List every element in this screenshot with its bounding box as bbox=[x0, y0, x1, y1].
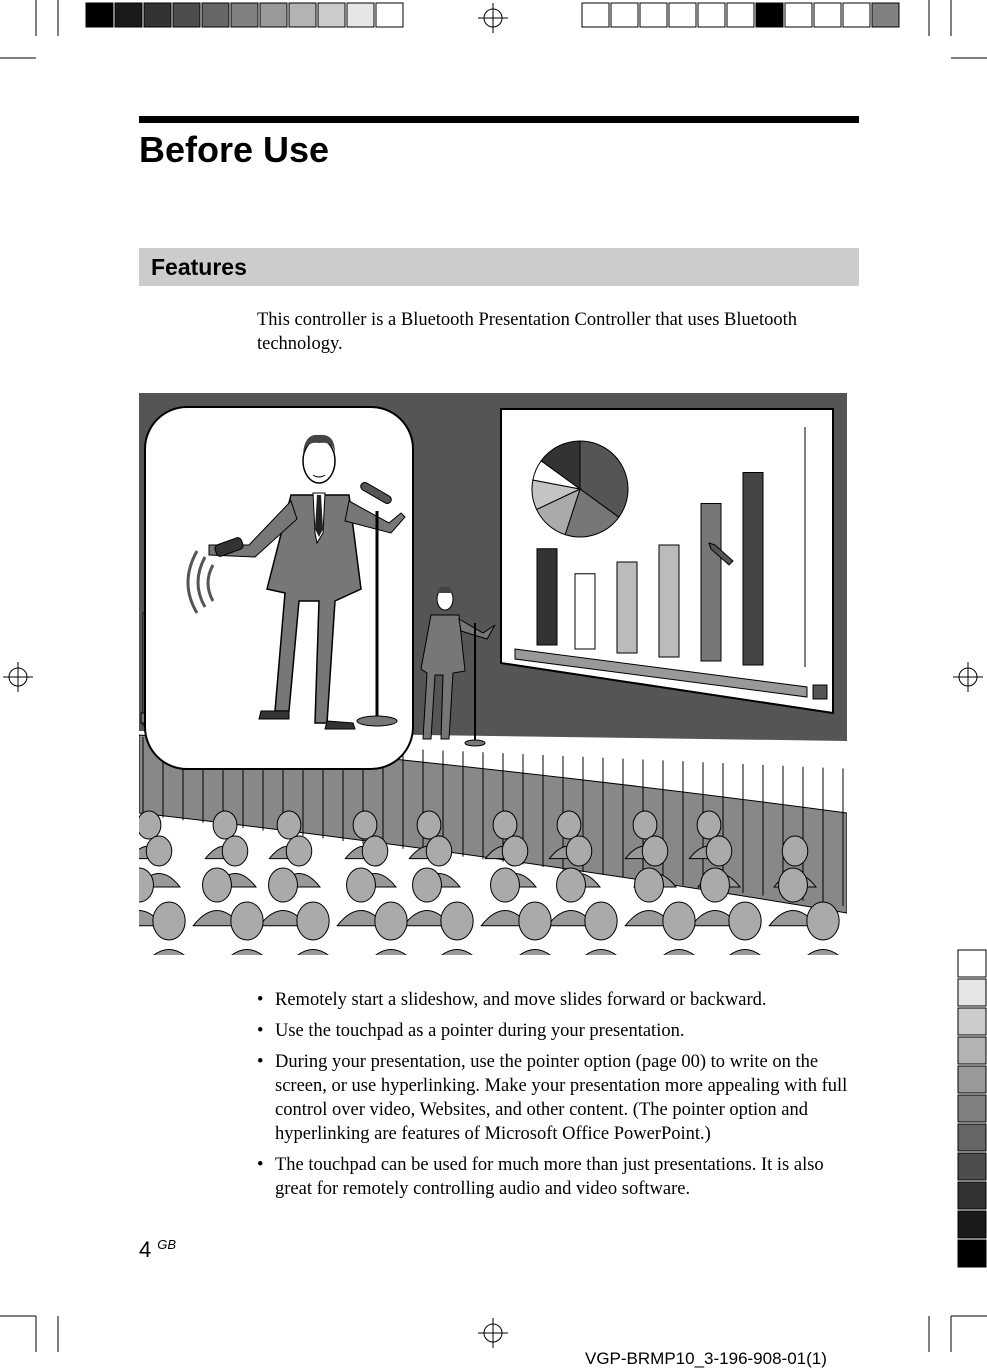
audience-head bbox=[635, 868, 664, 902]
gray-step-strip-top-left bbox=[86, 3, 403, 27]
audience-head bbox=[222, 836, 248, 866]
audience-head bbox=[633, 811, 657, 839]
gray-step-swatch bbox=[202, 3, 229, 27]
list-item: • The touchpad can be used for much more than just presentations. It is also great for remotely controlling audio and video software. bbox=[257, 1155, 824, 1199]
registration-swatch bbox=[843, 3, 870, 27]
audience-head bbox=[269, 868, 298, 902]
audience-head bbox=[706, 836, 732, 866]
registration-swatch bbox=[814, 3, 841, 27]
audience-head bbox=[807, 902, 839, 940]
audience-head bbox=[146, 836, 172, 866]
gray-step-swatch bbox=[958, 1153, 986, 1180]
audience-head bbox=[502, 836, 528, 866]
list-item: • Use the touchpad as a pointer during your presentation. bbox=[257, 1021, 685, 1041]
audience-head bbox=[557, 868, 586, 902]
gray-step-swatch bbox=[958, 1240, 986, 1267]
slide-bar bbox=[743, 473, 763, 666]
gray-step-swatch bbox=[115, 3, 142, 27]
gray-step-swatch bbox=[958, 1037, 986, 1064]
audience-head bbox=[557, 811, 581, 839]
registration-swatch bbox=[669, 3, 696, 27]
audience-head bbox=[782, 836, 808, 866]
gray-step-swatch bbox=[260, 3, 287, 27]
registration-target-right bbox=[953, 662, 983, 692]
gray-step-swatch bbox=[958, 950, 986, 977]
audience-head bbox=[413, 868, 442, 902]
section-header-bar bbox=[139, 248, 859, 286]
audience-head bbox=[779, 868, 808, 902]
gray-step-swatch bbox=[958, 1182, 986, 1209]
slide-bar bbox=[575, 574, 595, 649]
audience-head bbox=[213, 811, 237, 839]
audience-head bbox=[139, 811, 161, 839]
audience-head bbox=[297, 902, 329, 940]
gray-step-swatch bbox=[173, 3, 200, 27]
document-code: VGP-BRMP10_3-196-908-01(1) bbox=[585, 1349, 827, 1368]
slide-bar bbox=[617, 562, 637, 653]
audience-head bbox=[353, 811, 377, 839]
gray-step-swatch bbox=[289, 3, 316, 27]
gray-step-swatch bbox=[318, 3, 345, 27]
gray-step-swatch bbox=[958, 1211, 986, 1238]
projection-screen bbox=[501, 409, 833, 713]
registration-swatch bbox=[698, 3, 725, 27]
registration-swatch bbox=[727, 3, 754, 27]
audience-head bbox=[663, 902, 695, 940]
registration-target-bottom bbox=[478, 1318, 508, 1348]
audience-head bbox=[417, 811, 441, 839]
page-title: Before Use bbox=[139, 129, 330, 170]
audience-head bbox=[347, 868, 376, 902]
intro-paragraph: This controller is a Bluetooth Presentation Controller that uses Bluetooth technology. bbox=[257, 310, 798, 354]
audience-head bbox=[153, 902, 185, 940]
gray-step-swatch bbox=[958, 979, 986, 1006]
registration-swatch bbox=[640, 3, 667, 27]
registration-swatch bbox=[872, 3, 899, 27]
slide-bar bbox=[537, 549, 557, 645]
audience-head bbox=[375, 902, 407, 940]
audience-head bbox=[519, 902, 551, 940]
slide-bar bbox=[701, 504, 721, 662]
list-item: • Remotely start a slideshow, and move slides forward or backward. bbox=[257, 990, 767, 1010]
audience-head bbox=[286, 836, 312, 866]
audience-head bbox=[426, 836, 452, 866]
audience-head bbox=[729, 902, 761, 940]
audience-head bbox=[642, 836, 668, 866]
registration-target-top bbox=[478, 3, 508, 33]
gray-step-swatch bbox=[144, 3, 171, 27]
list-item: • During your presentation, use the pointer option (page 00) to write on the screen, or use hyperlinking. Make your presentation more appealing with full control over video, Websites, and other content. (The pointer option and hyperlinking are features of Microsoft Office PowerPoint.) bbox=[257, 1052, 848, 1144]
audience-head bbox=[493, 811, 517, 839]
registration-swatch bbox=[582, 3, 609, 27]
gray-step-swatch bbox=[958, 1095, 986, 1122]
audience-head bbox=[203, 868, 232, 902]
page-number: 4 $^{GB}$ bbox=[139, 1237, 177, 1262]
slide-bar bbox=[659, 545, 679, 657]
audience-head bbox=[362, 836, 388, 866]
registration-swatch bbox=[611, 3, 638, 27]
presentation-illustration bbox=[139, 393, 847, 955]
audience-head bbox=[491, 868, 520, 902]
audience-head bbox=[566, 836, 592, 866]
audience-head bbox=[701, 868, 730, 902]
registration-swatch bbox=[785, 3, 812, 27]
gray-step-swatch bbox=[958, 1008, 986, 1035]
region-code: GB bbox=[157, 1237, 177, 1252]
gray-step-swatch bbox=[376, 3, 403, 27]
registration-swatch bbox=[756, 3, 783, 27]
gray-step-swatch bbox=[86, 3, 113, 27]
gray-step-swatch bbox=[347, 3, 374, 27]
gray-step-swatch bbox=[231, 3, 258, 27]
gray-step-strip-right bbox=[958, 950, 986, 1267]
audience-head bbox=[277, 811, 301, 839]
audience-head bbox=[231, 902, 263, 940]
registration-target-left bbox=[3, 662, 33, 692]
audience-head bbox=[585, 902, 617, 940]
title-rule bbox=[139, 116, 859, 123]
gray-step-swatch bbox=[958, 1066, 986, 1093]
audience-head bbox=[697, 811, 721, 839]
registration-strip-top-right bbox=[582, 3, 899, 27]
slide-pie-chart bbox=[532, 441, 628, 537]
gray-step-swatch bbox=[958, 1124, 986, 1151]
section-heading: Features bbox=[151, 254, 247, 280]
audience-head bbox=[441, 902, 473, 940]
feature-list bbox=[257, 988, 862, 1208]
